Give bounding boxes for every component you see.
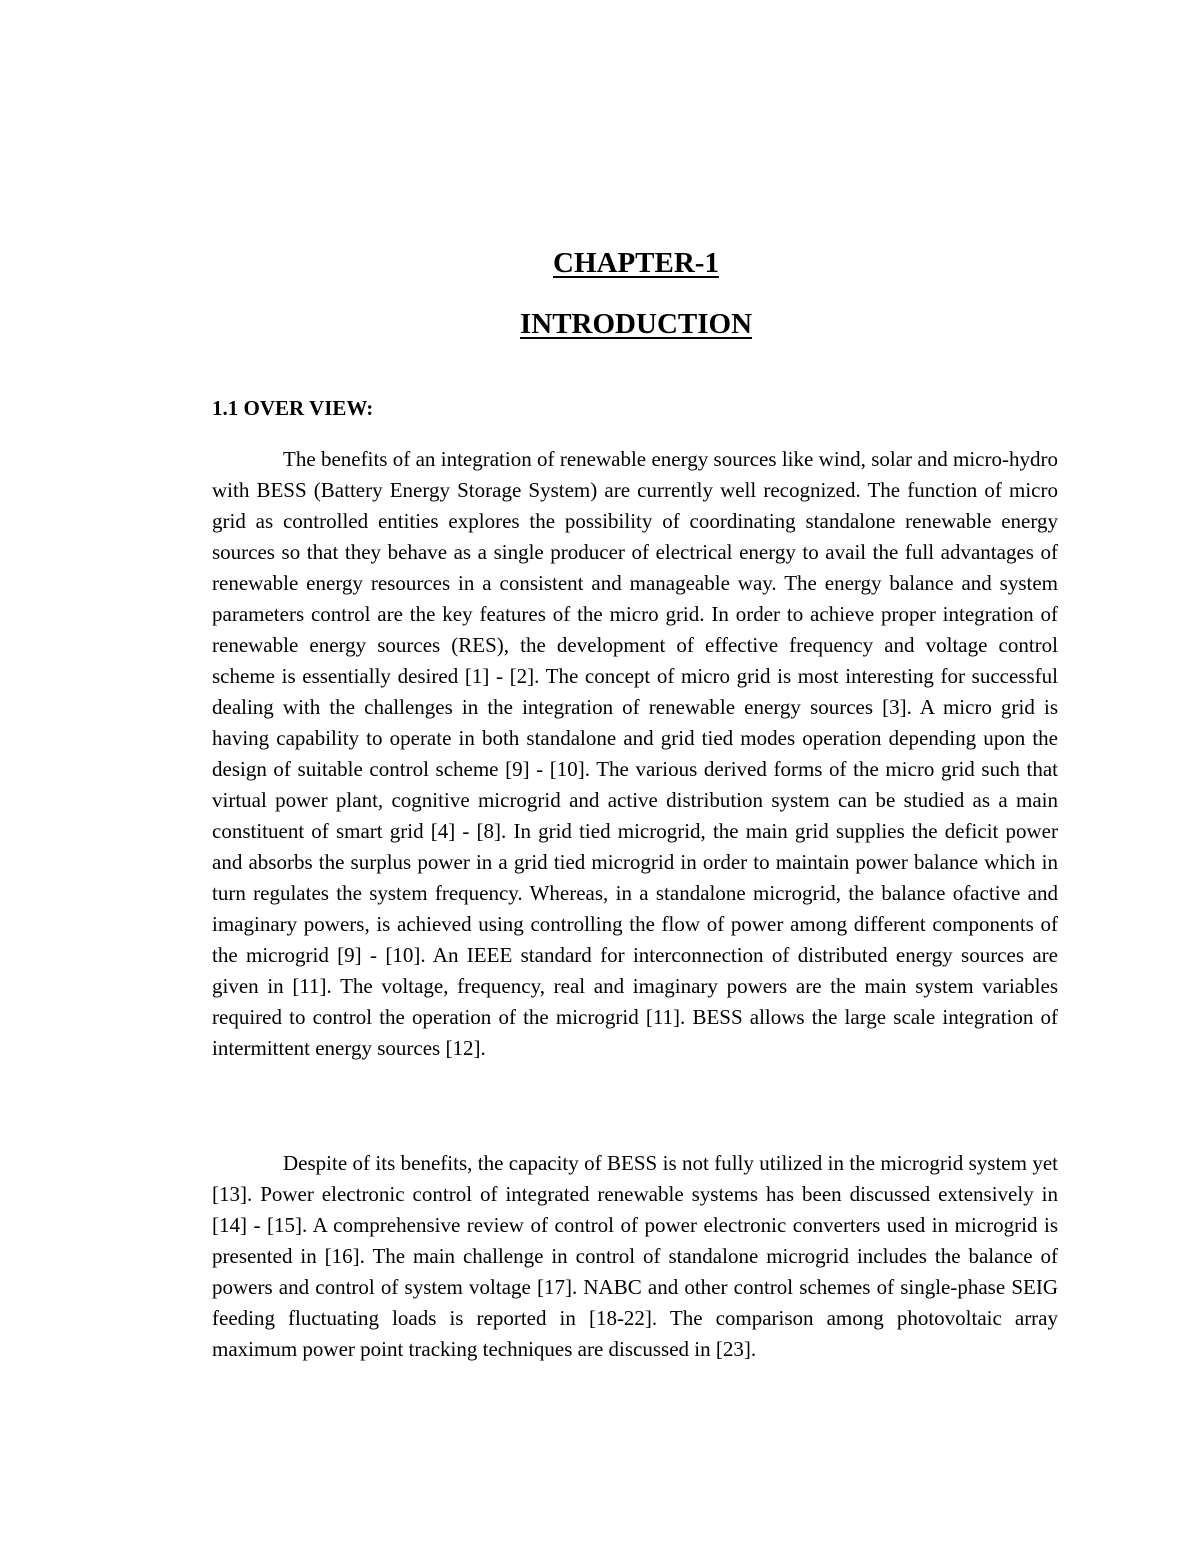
section-heading: 1.1 OVER VIEW:	[212, 396, 374, 420]
paragraph-text: The benefits of an integration of renewable energy sources like wind, solar and micro-hydro with BESS (Battery Energy Storage System) are currently well recognized. The function of micro grid as controlled entities explores the possibility of coordinating standalone renewable energy sources so that they behave as a single producer of electrical energy to avail the full advantages of renewable energy resources in a consistent and manageable way. The energy balance and system parameters control are the key features of the micro grid. In order to achieve proper integration of renewable energy sources (RES), the development of effective frequency and voltage control scheme is essentially desired [1] - [2]. The concept of micro grid is most interesting for successful dealing with the challenges in the integration of renewable energy sources [3]. A micro grid is having capability to operate in both standalone and grid tied modes operation depending upon the design of suitable control scheme [9] - [10]. The various derived forms of the micro grid such that virtual power plant, cognitive microgrid and active distribution system can be studied as a main constituent of smart grid [4] - [8]. In grid tied microgrid, the main grid supplies the deficit power and absorbs the surplus power in a grid tied microgrid in order to maintain power balance which in turn regulates the system frequency. Whereas, in a standalone microgrid, the balance ofactive and imaginary powers, is achieved using controlling the flow of power among different components of the microgrid [9] - [10]. An IEEE standard for interconnection of distributed energy sources are given in [11]. The voltage, frequency, real and imaginary powers are the main system variables required to control the operation of the microgrid [11]. BESS allows the large scale integration of intermittent energy sources [12].	[212, 447, 1058, 1060]
paragraph	[212, 1148, 1058, 1365]
paragraph	[212, 444, 1058, 1064]
chapter-number-heading: CHAPTER-1	[553, 247, 719, 279]
paragraph-text: Despite of its benefits, the capacity of BESS is not fully utilized in the microgrid system yet [13]. Power electronic control of integrated renewable systems has been discussed extensively in [14] - [15]. A comprehensive review of control of power electronic converters used in microgrid is presented in [16]. The main challenge in control of standalone microgrid includes the balance of powers and control of system voltage [17]. NABC and other control schemes of single-phase SEIG feeding fluctuating loads is reported in [18-22]. The comparison among photovoltaic array maximum power point tracking techniques are discussed in [23].	[212, 1151, 1058, 1361]
chapter-title-heading: INTRODUCTION	[519, 308, 753, 340]
